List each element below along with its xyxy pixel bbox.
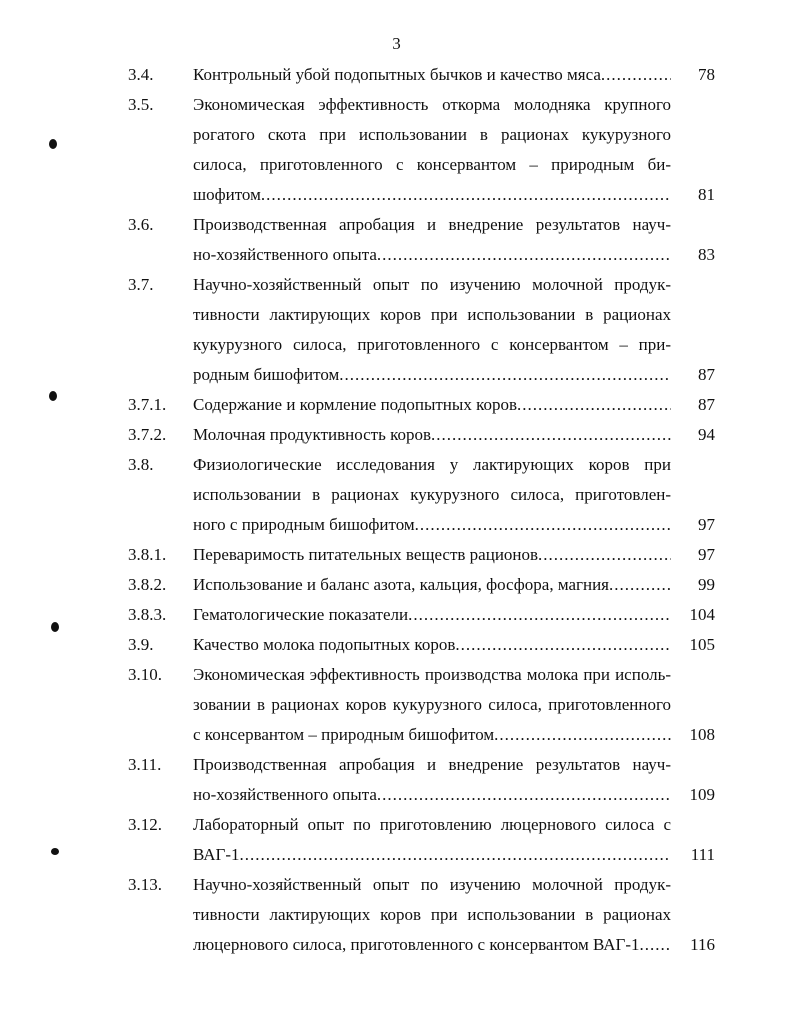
toc-line — [0, 450, 793, 480]
toc-line — [0, 180, 793, 210]
toc-line — [0, 810, 793, 840]
section-number: 3.12. — [128, 815, 162, 834]
section-title-text: Научно-хозяйственный опыт по изучению молочной продук- — [193, 875, 671, 894]
toc-entry — [0, 660, 793, 750]
toc-line — [0, 840, 793, 870]
dot-leader — [261, 180, 671, 210]
toc-entry — [0, 810, 793, 870]
toc-line — [0, 60, 793, 90]
section-title-text: Использование и баланс азота, кальция, фосфора, магния — [193, 575, 609, 594]
section-title-last-line — [193, 720, 671, 750]
toc-line — [0, 750, 793, 780]
dot-leader — [240, 840, 671, 870]
page-reference: 99 — [698, 575, 715, 594]
section-title-last-line — [193, 390, 671, 420]
toc-line — [0, 480, 793, 510]
section-title-text: Научно-хозяйственный опыт по изучению молочной продук- — [193, 275, 671, 294]
toc-line — [0, 930, 793, 960]
toc-line — [0, 690, 793, 720]
section-title-last-line — [193, 570, 671, 600]
section-title-text: Физиологические исследования у лактирующих коров при — [193, 455, 671, 474]
section-title-text: Производственная апробация и внедрение результатов науч- — [193, 215, 671, 234]
toc-entry — [0, 210, 793, 270]
section-title-text: Молочная продуктивность коров — [193, 425, 432, 444]
section-title-text: Качество молока подопытных коров — [193, 635, 456, 654]
toc-line — [0, 510, 793, 540]
toc-entry — [0, 540, 793, 570]
page-reference: 78 — [698, 65, 715, 84]
toc-line — [0, 120, 793, 150]
section-number: 3.11. — [128, 755, 162, 774]
dot-leader — [494, 720, 671, 750]
section-title-last-line — [193, 60, 671, 90]
page-reference: 87 — [698, 365, 715, 384]
section-title-text: тивности лактирующих коров при использовании в рационах — [193, 905, 671, 924]
toc-entry — [0, 630, 793, 660]
toc-entry — [0, 420, 793, 450]
section-title-last-line — [193, 510, 671, 540]
toc-entry — [0, 600, 793, 630]
toc-entry — [0, 450, 793, 540]
section-title-text: Контрольный убой подопытных бычков и качество мяса — [193, 65, 601, 84]
section-title-text: использовании в рационах кукурузного силоса, приготовлен- — [193, 485, 671, 504]
section-title-text: Экономическая эффективность откорма молодняка крупного — [193, 95, 671, 114]
section-title-last-line — [193, 600, 671, 630]
section-title-last-line — [193, 780, 671, 810]
page-reference: 105 — [689, 635, 715, 654]
toc-entry — [0, 570, 793, 600]
toc-line — [0, 600, 793, 630]
section-title-text: Переваримость питательных веществ рационов — [193, 545, 539, 564]
toc-entry — [0, 870, 793, 960]
section-title-text: кукурузного силоса, приготовленного с консервантом – при- — [193, 335, 671, 354]
section-number: 3.4. — [128, 65, 154, 84]
toc-line — [0, 630, 793, 660]
section-number: 3.9. — [128, 635, 154, 654]
section-title-text: тивности лактирующих коров при использовании в рационах — [193, 305, 671, 324]
dot-leader — [538, 540, 671, 570]
section-title-text: ного с природным бишофитом — [193, 515, 415, 534]
dot-leader — [609, 570, 671, 600]
section-title-text: но-хозяйственного опыта — [193, 245, 377, 264]
dot-leader — [640, 930, 672, 960]
page-reference: 83 — [698, 245, 715, 264]
dot-leader — [339, 360, 671, 390]
section-title-text: рогатого скота при использовании в рационах кукурузного — [193, 125, 671, 144]
toc-line — [0, 420, 793, 450]
section-number: 3.13. — [128, 875, 162, 894]
page-reference: 97 — [698, 545, 715, 564]
toc-line — [0, 720, 793, 750]
page-reference: 97 — [698, 515, 715, 534]
section-title-last-line — [193, 360, 671, 390]
section-number: 3.8.2. — [128, 575, 167, 594]
section-title-text: родным бишофитом — [193, 365, 340, 384]
section-title-text: но-хозяйственного опыта — [193, 785, 377, 804]
toc-line — [0, 780, 793, 810]
dot-leader — [601, 60, 671, 90]
page-reference: 111 — [690, 845, 715, 864]
dot-leader — [377, 240, 671, 270]
toc-line — [0, 540, 793, 570]
page-reference: 81 — [698, 185, 715, 204]
section-title-text: зовании в рационах коров кукурузного силоса, приготовленного — [193, 695, 671, 714]
section-number: 3.7.2. — [128, 425, 167, 444]
section-number: 3.6. — [128, 215, 154, 234]
section-number: 3.7.1. — [128, 395, 167, 414]
dot-leader — [415, 510, 671, 540]
section-title-text: Производственная апробация и внедрение результатов науч- — [193, 755, 671, 774]
dot-leader — [408, 600, 671, 630]
section-title-last-line — [193, 240, 671, 270]
toc-entry — [0, 90, 793, 210]
page-reference: 94 — [698, 425, 715, 444]
toc-line — [0, 210, 793, 240]
page-reference: 87 — [698, 395, 715, 414]
dot-leader — [517, 390, 671, 420]
section-title-text: люцернового силоса, приготовленного с консервантом ВАГ-1 — [193, 935, 640, 954]
toc-entry — [0, 390, 793, 420]
section-title-last-line — [193, 630, 671, 660]
toc-line — [0, 330, 793, 360]
section-number: 3.10. — [128, 665, 162, 684]
section-title-text: Лабораторный опыт по приготовлению люцернового силоса с — [193, 815, 671, 834]
toc-line — [0, 570, 793, 600]
toc-entry — [0, 60, 793, 90]
toc-line — [0, 300, 793, 330]
toc-line — [0, 660, 793, 690]
dot-leader — [455, 630, 671, 660]
section-number: 3.8. — [128, 455, 154, 474]
section-number: 3.8.1. — [128, 545, 167, 564]
section-title-text: Содержание и кормление подопытных коров — [193, 395, 517, 414]
section-title-text: ВАГ-1 — [193, 845, 240, 864]
section-title-text: с консервантом – природным бишофитом — [193, 725, 495, 744]
page-reference: 104 — [689, 605, 715, 624]
section-title-last-line — [193, 540, 671, 570]
section-title-last-line — [193, 180, 671, 210]
toc-entry — [0, 750, 793, 810]
dot-leader — [377, 780, 671, 810]
section-title-text: шофитом — [193, 185, 261, 204]
section-title-text: Экономическая эффективность производства молока при исполь- — [193, 665, 671, 684]
page-reference: 108 — [689, 725, 715, 744]
table-of-contents — [0, 60, 793, 960]
toc-line — [0, 390, 793, 420]
toc-line — [0, 360, 793, 390]
section-title-last-line — [193, 930, 671, 960]
section-title-last-line — [193, 420, 671, 450]
page-number: 3 — [392, 34, 401, 53]
dot-leader — [431, 420, 671, 450]
toc-line — [0, 90, 793, 120]
page-reference: 116 — [690, 935, 715, 954]
toc-entry — [0, 270, 793, 390]
section-title-text: силоса, приготовленного с консервантом – природным би- — [193, 155, 671, 174]
toc-line — [0, 270, 793, 300]
section-number: 3.8.3. — [128, 605, 167, 624]
toc-line — [0, 870, 793, 900]
page-reference: 109 — [689, 785, 715, 804]
section-number: 3.5. — [128, 95, 154, 114]
section-title-last-line — [193, 840, 671, 870]
toc-line — [0, 240, 793, 270]
toc-line — [0, 150, 793, 180]
section-title-text: Гематологические показатели — [193, 605, 409, 624]
section-number: 3.7. — [128, 275, 154, 294]
toc-line — [0, 900, 793, 930]
